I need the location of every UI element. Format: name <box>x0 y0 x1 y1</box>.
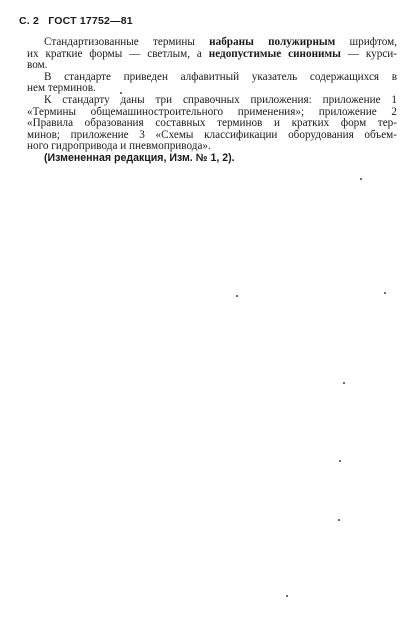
text-line: «Термины общемашиностроительного применения»; приложение 2 <box>27 105 397 118</box>
bold-phrase: набраны полужирным <box>209 36 336 48</box>
body-text <box>27 37 397 165</box>
text-line: «Правила образования составных терминов и кратких форм тер- <box>27 117 397 130</box>
amendment-note: (Измененная редакция, Изм. № 1, 2). <box>44 151 235 164</box>
text-line: вом. <box>27 59 48 72</box>
text-line: нем терминов. <box>27 82 96 95</box>
scan-speck <box>360 178 362 180</box>
text-line: их краткие формы — светлым, а недопустимые синонимы — курси- <box>27 47 397 60</box>
scan-speck <box>338 519 340 521</box>
scan-speck <box>286 595 288 597</box>
scan-speck <box>120 92 122 94</box>
scan-speck <box>343 382 345 384</box>
scan-speck <box>339 460 341 462</box>
bold-phrase: недопустимые синонимы <box>208 47 341 60</box>
page-number: С. 2 <box>19 15 40 27</box>
scan-speck <box>236 295 238 297</box>
paragraph-appendices <box>27 95 397 153</box>
paragraph-terms-format <box>27 37 397 72</box>
standard-designation: ГОСТ 17752—81 <box>48 15 133 27</box>
paragraph-index <box>27 72 397 95</box>
text-line: ного гидропривода и пневмопривода». <box>27 140 211 153</box>
text-line: Стандартизованные термины набраны полужирным шрифтом, <box>44 36 397 48</box>
scan-speck <box>384 292 386 294</box>
text-line: К стандарту даны три справочных приложения: приложение 1 <box>44 93 397 106</box>
page-header <box>19 15 133 27</box>
text-line: минов; приложение 3 «Схемы классификации оборудования объем- <box>27 128 397 141</box>
text-line: В стандарте приведен алфавитный указатель содержащихся в <box>44 70 397 83</box>
